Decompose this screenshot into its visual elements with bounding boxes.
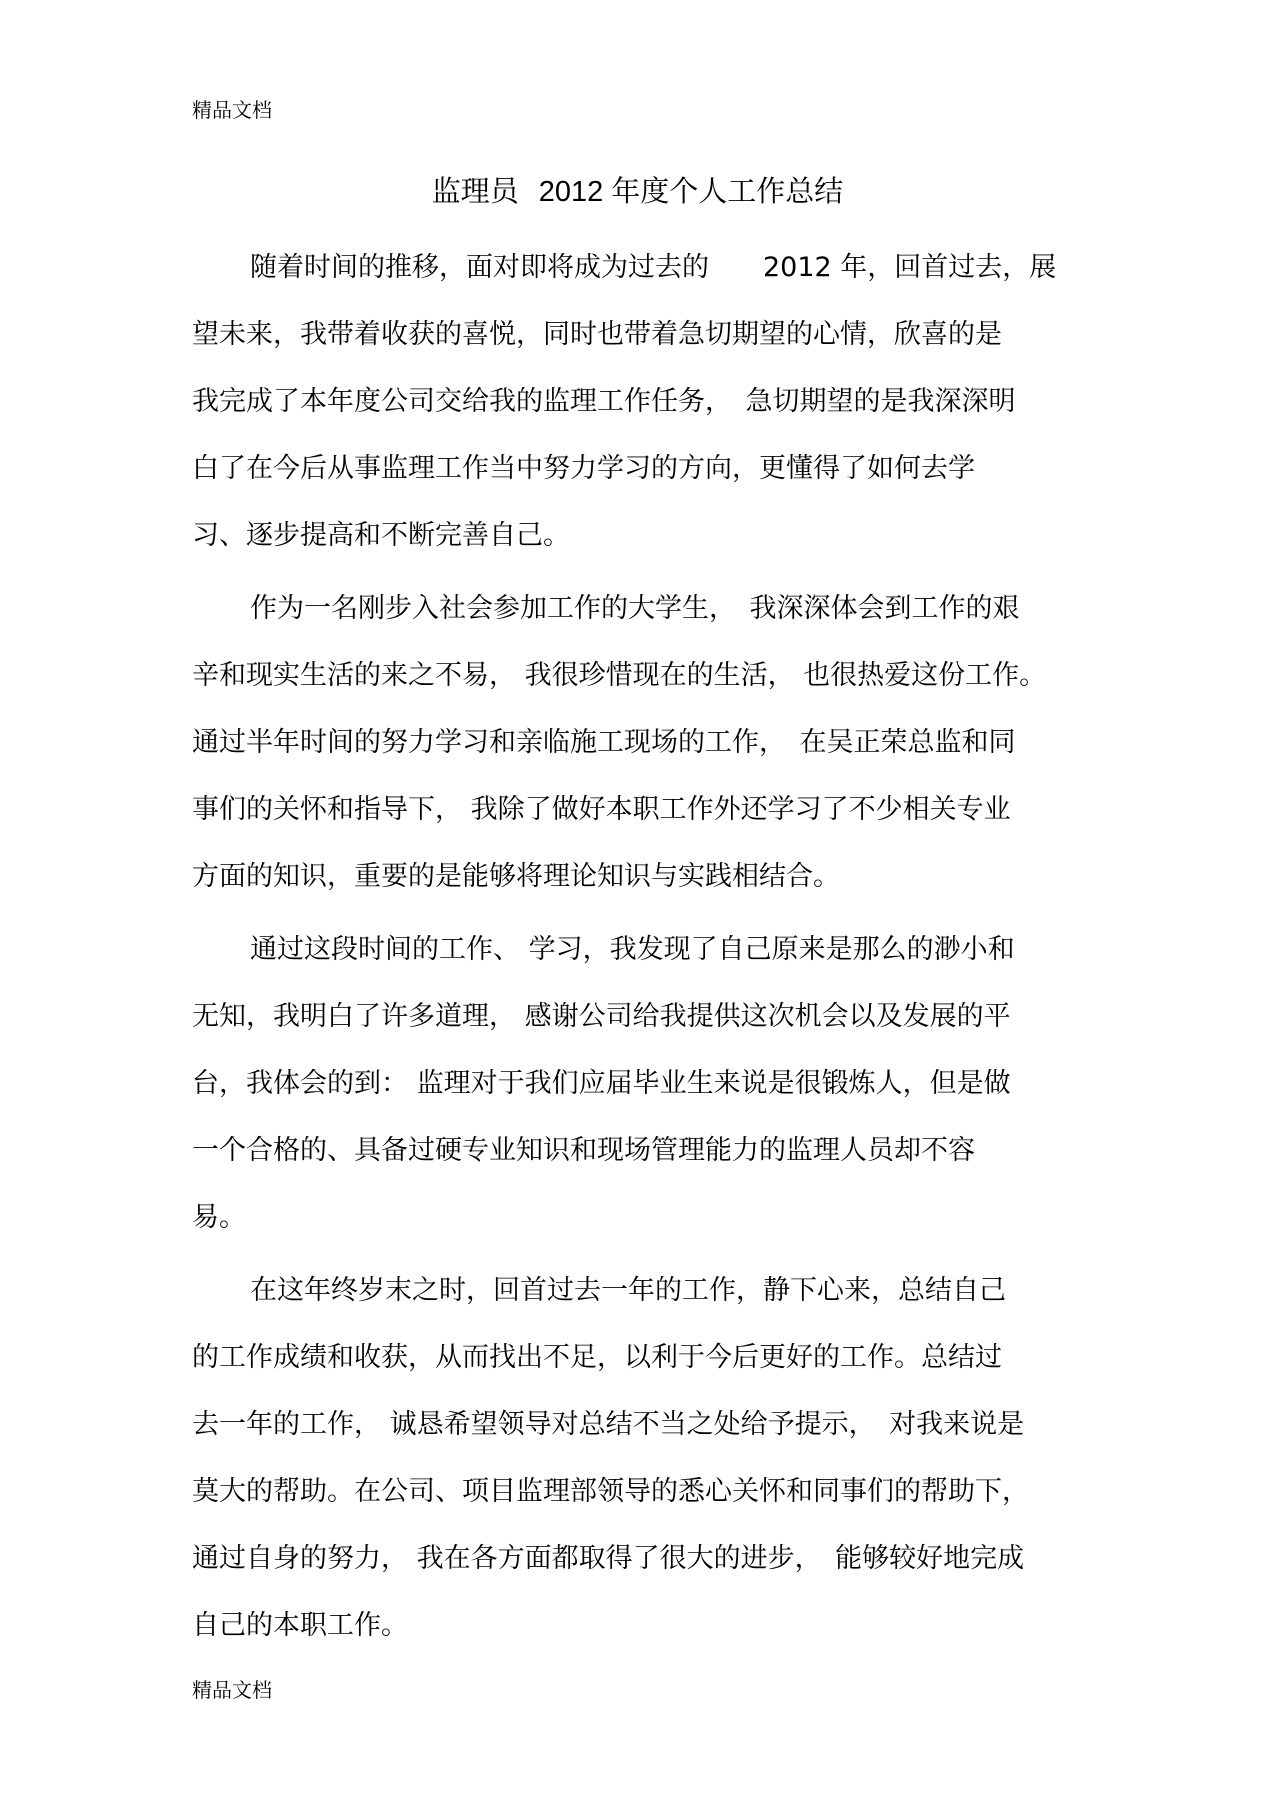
paragraph-line: 方面的知识，重要的是能够将理论知识与实践相结合。 xyxy=(192,861,840,892)
paragraph-line: 易。 xyxy=(192,1202,246,1233)
paragraph-line: 通过自身的努力， 我在各方面都取得了很大的进步， 能够较好地完成 xyxy=(192,1543,1025,1574)
title-prefix: 监理员 xyxy=(431,174,519,208)
page-footer-label: 精品文档 xyxy=(192,1678,272,1702)
paragraph-line: 事们的关怀和指导下， 我除了做好本职工作外还学习了不少相关专业 xyxy=(192,794,1011,825)
paragraph xyxy=(192,916,1084,1251)
paragraph-line: 在这年终岁末之时，回首过去一年的工作，静下心来，总结自己 xyxy=(250,1275,1006,1306)
paragraph xyxy=(192,234,1084,569)
paragraph-line: 去一年的工作， 诚恳希望领导对总结不当之处给予提示， 对我来说是 xyxy=(192,1409,1025,1440)
page-header-label: 精品文档 xyxy=(192,98,272,122)
paragraph xyxy=(192,575,1084,910)
paragraph-line: 台，我体会的到： 监理对于我们应届毕业生来说是很锻炼人，但是做 xyxy=(192,1068,1011,1099)
paragraph-line: 我完成了本年度公司交给我的监理工作任务， 急切期望的是我深深明 xyxy=(192,386,1016,417)
paragraph-line: 辛和现实生活的来之不易， 我很珍惜现在的生活， 也很热爱这份工作。 xyxy=(192,660,1047,691)
title-suffix: 年度个人工作总结 xyxy=(611,174,844,208)
paragraph-line: 作为一名刚步入社会参加工作的大学生， 我深深体会到工作的艰 xyxy=(250,593,1020,624)
paragraph-line: 习、逐步提高和不断完善自己。 xyxy=(192,520,570,551)
paragraph-line: 随着时间的推移，面对即将成为过去的 2012 年，回首过去，展 xyxy=(250,252,1057,283)
document-title xyxy=(0,168,1275,215)
paragraph-line: 白了在今后从事监理工作当中努力学习的方向，更懂得了如何去学 xyxy=(192,453,975,484)
paragraph-line: 通过半年时间的努力学习和亲临施工现场的工作， 在吴正荣总监和同 xyxy=(192,727,1016,758)
paragraph xyxy=(192,1257,1084,1659)
document-body xyxy=(192,234,1084,1665)
paragraph-line: 莫大的帮助。在公司、项目监理部领导的悉心关怀和同事们的帮助下， xyxy=(192,1476,1029,1507)
paragraph-line: 一个合格的、具备过硬专业知识和现场管理能力的监理人员却不容 xyxy=(192,1135,975,1166)
paragraph-line: 自己的本职工作。 xyxy=(192,1610,408,1641)
paragraph-line: 望未来，我带着收获的喜悦，同时也带着急切期望的心情，欣喜的是 xyxy=(192,319,1002,350)
paragraph-line: 无知，我明白了许多道理， 感谢公司给我提供这次机会以及发展的平 xyxy=(192,1001,1011,1032)
title-year: 2012 xyxy=(538,176,604,208)
paragraph-line: 通过这段时间的工作、 学习，我发现了自己原来是那么的渺小和 xyxy=(250,934,1015,965)
paragraph-line: 的工作成绩和收获，从而找出不足，以利于今后更好的工作。总结过 xyxy=(192,1342,1002,1373)
